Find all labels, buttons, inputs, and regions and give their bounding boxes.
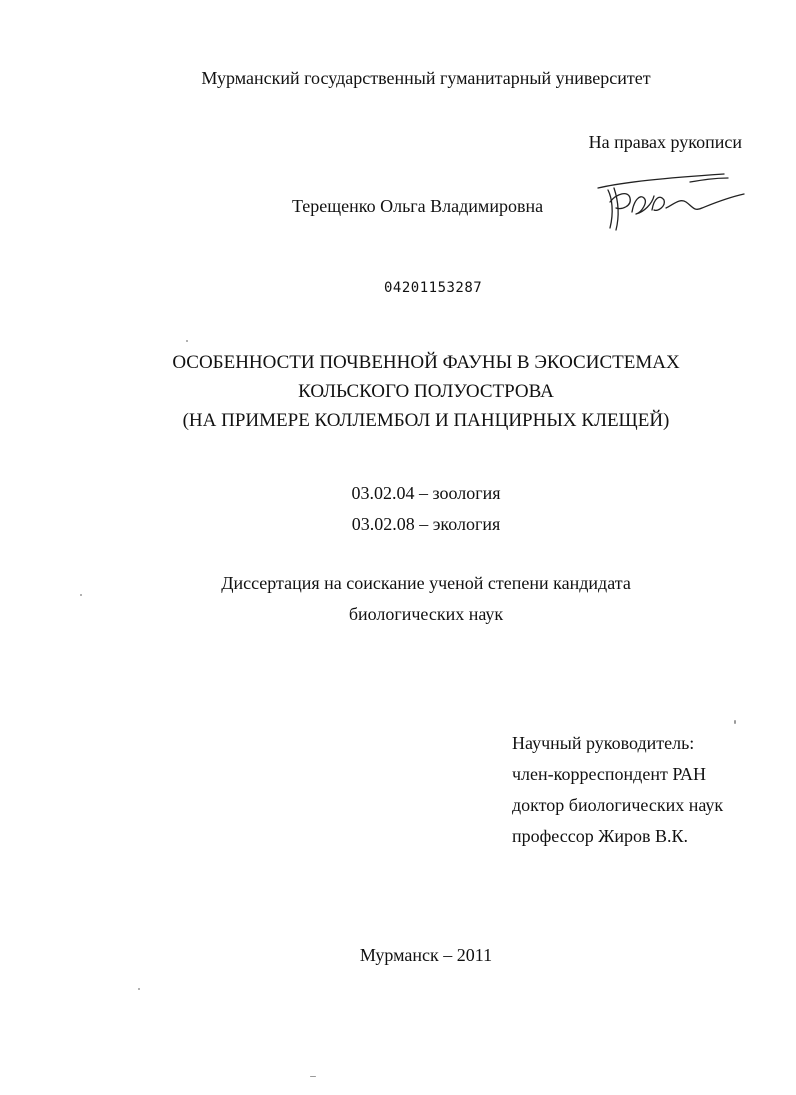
specialty-zoology: 03.02.04 – зоология <box>351 483 501 503</box>
title-line: ОСОБЕННОСТИ ПОЧВЕННОЙ ФАУНЫ В ЭКОСИСТЕМАХ <box>172 352 680 373</box>
manuscript-note: На правах рукописи <box>588 132 742 152</box>
specialty-ecology: 03.02.08 – экология <box>351 514 501 534</box>
degree-line: Диссертация на соискание ученой степени кандидата <box>221 573 631 593</box>
city-year: Мурманск – 2011 <box>359 945 493 965</box>
title-line: (НА ПРИМЕРЕ КОЛЛЕМБОЛ И ПАНЦИРНЫХ КЛЕЩЕЙ) <box>182 410 670 431</box>
scan-speck <box>138 988 140 990</box>
supervisor-label: Научный руководитель: <box>512 733 695 753</box>
degree-statement <box>0 568 796 630</box>
document-number: 04201153287 <box>384 280 483 296</box>
scan-speck <box>186 340 188 342</box>
university-name: Мурманский государственный гуманитарный университет <box>201 68 651 88</box>
supervisor-name: профессор Жиров В.К. <box>512 826 688 846</box>
scan-speck <box>310 1076 316 1077</box>
scan-speck <box>734 720 736 724</box>
signature-icon <box>594 168 752 236</box>
degree-line: биологических наук <box>348 604 504 624</box>
title-line: КОЛЬСКОГО ПОЛУОСТРОВА <box>298 381 554 402</box>
specialty-codes <box>0 478 796 540</box>
supervisor-degree: доктор биологических наук <box>512 795 724 815</box>
scan-speck <box>80 594 82 596</box>
supervisor-block <box>512 728 723 852</box>
dissertation-title <box>0 348 796 435</box>
supervisor-rank: член-корреспондент РАН <box>512 764 707 784</box>
author-name: Терещенко Ольга Владимировна <box>292 196 544 216</box>
